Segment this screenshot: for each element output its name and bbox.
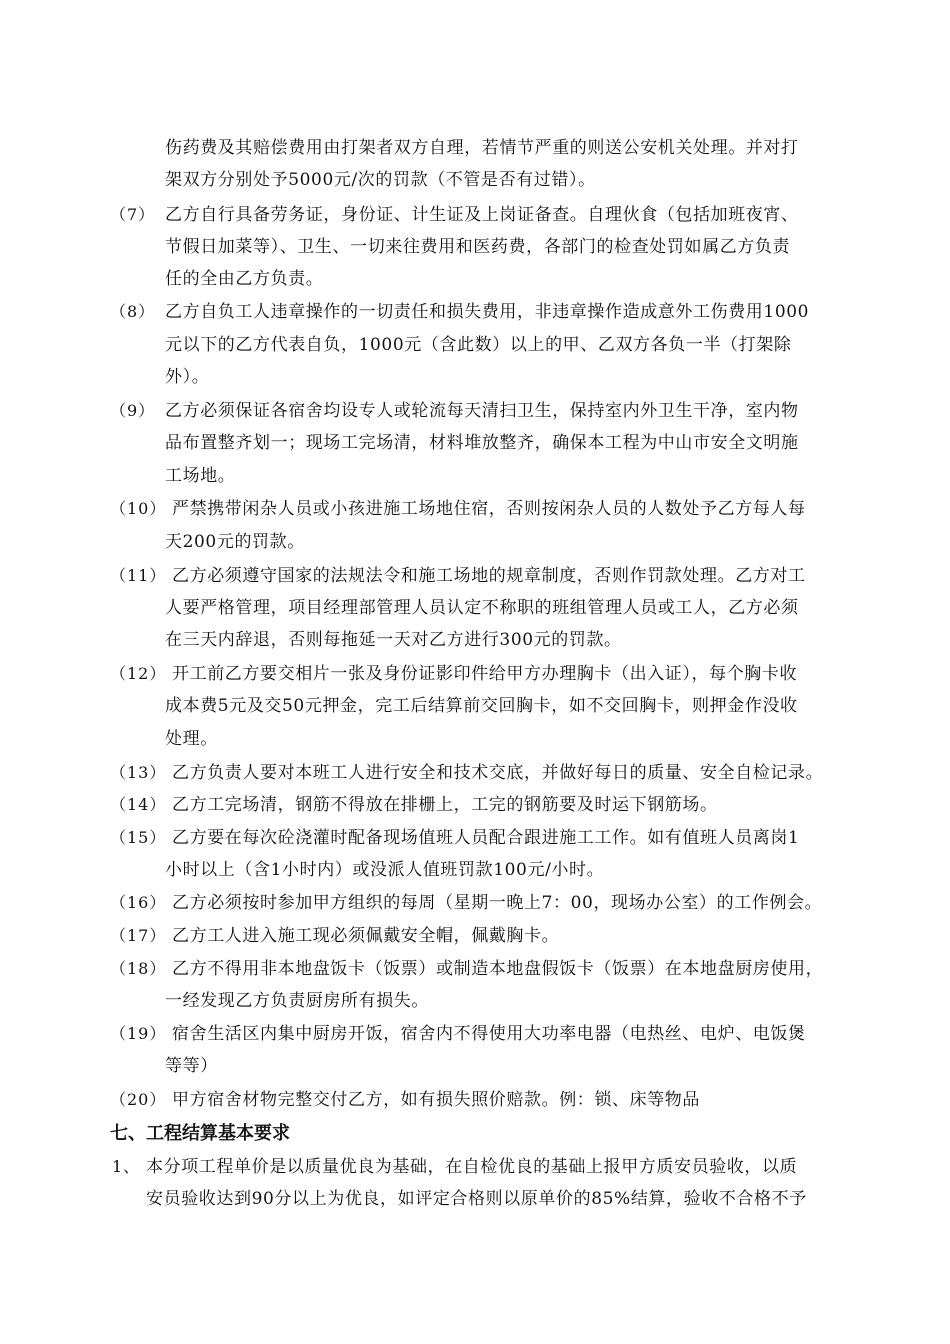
paragraph-line: 外）。 <box>165 367 210 387</box>
paragraph-line: 乙方不得用非本地盘饭卡（饭票）或制造本地盘假饭卡（饭票）在本地盘厨房使用， <box>172 959 824 979</box>
paragraph-line: 宿舍生活区内集中厨房开饭，宿舍内不得使用大功率电器（电热丝、电炉、电饭煲 <box>172 1024 806 1044</box>
paragraph-line: 乙方工人进入施工现必须佩戴安全帽，佩戴胸卡。 <box>172 926 560 946</box>
paragraph-line: 本分项工程单价是以质量优良为基础，在自检优良的基础上报甲方质安员验收，以质 <box>146 1157 798 1177</box>
item-number: （17） <box>110 926 167 945</box>
paragraph-line: 乙方必须遵守国家的法规法令和施工场地的规章制度，否则作罚款处理。乙方对工 <box>172 566 806 586</box>
paragraph-line: 架双方分别处予5000元/次的罚款（不管是否有过错）。 <box>165 170 596 190</box>
item-number: （19） <box>110 1024 167 1043</box>
section-heading: 七、工程结算基本要求 <box>110 1123 290 1144</box>
item-number: （15） <box>110 828 167 847</box>
item-number: （20） <box>110 1090 167 1109</box>
item-number: （9） <box>110 401 156 420</box>
paragraph-line: 严禁携带闲杂人员或小孩进施工场地住宿，否则按闲杂人员的人数处予乙方每人每 <box>172 499 806 519</box>
paragraph-line: 成本费5元及交50元押金，完工后结算前交回胸卡，如不交回胸卡，则押金作没收 <box>165 696 798 716</box>
item-number: （16） <box>110 893 167 912</box>
paragraph-line: 等等） <box>165 1056 218 1076</box>
item-number: （14） <box>110 795 167 814</box>
paragraph-line: 乙方自负工人违章操作的一切责任和损失费用，非违章操作造成意外工伤费用1000 <box>165 302 810 322</box>
paragraph-line: 伤药费及其赔偿费用由打架者双方自理，若情节严重的则送公安机关处理。并对打 <box>165 138 799 158</box>
item-number: （7） <box>110 205 156 224</box>
paragraph-line: 元以下的乙方代表自负，1000元（含此数）以上的甲、乙双方各负一半（打架除 <box>165 335 792 355</box>
item-number: （18） <box>110 959 167 978</box>
paragraph-line: 在三天内辞退，否则每拖延一天对乙方进行300元的罚款。 <box>165 630 622 650</box>
paragraph-line: 品布置整齐划一；现场工完场清，材料堆放整齐，确保本工程为中山市安全文明施 <box>165 433 799 453</box>
paragraph-line: 乙方工完场清，钢筋不得放在排栅上，工完的钢筋要及时运下钢筋场。 <box>172 795 718 815</box>
paragraph-line: 安员验收达到90分以上为优良，如评定合格则以原单价的85%结算，验收不合格不予 <box>146 1189 807 1209</box>
paragraph-line: 小时以上（含1小时内）或没派人值班罚款100元/小时。 <box>165 860 605 880</box>
item-number: （13） <box>110 763 167 782</box>
paragraph-line: 一经发现乙方负责厨房所有损失。 <box>165 991 429 1011</box>
paragraph-line: 乙方自行具备劳务证，身份证、计生证及上岗证备查。自理伙食（包括加班夜宵、 <box>165 205 799 225</box>
item-number: （10） <box>110 499 167 518</box>
paragraph-line: 工场地。 <box>165 466 236 486</box>
paragraph-line: 乙方要在每次砼浇灌时配备现场值班人员配合跟进施工工作。如有值班人员离岗1 <box>172 828 800 848</box>
item-number: （11） <box>110 566 167 585</box>
paragraph-line: 甲方宿舍材物完整交付乙方，如有损失照价赔款。例：锁、床等物品 <box>172 1090 700 1110</box>
item-number: 1、 <box>112 1157 141 1176</box>
paragraph-line: 天200元的罚款。 <box>165 532 305 552</box>
item-number: （8） <box>110 302 156 321</box>
paragraph-line: 开工前乙方要交相片一张及身份证影印件给甲方办理胸卡（出入证），每个胸卡收 <box>172 664 798 684</box>
paragraph-line: 任的全由乙方负责。 <box>165 269 324 289</box>
paragraph-line: 处理。 <box>165 729 218 749</box>
paragraph-line: 乙方负责人要对本班工人进行安全和技术交底，并做好每日的质量、安全自检记录。 <box>172 763 824 783</box>
paragraph-line: 人要严格管理，项目经理部管理人员认定不称职的班组管理人员或工人，乙方必须 <box>165 598 799 618</box>
paragraph-line: 节假日加菜等）、卫生、一切来往费用和医药费，各部门的检查处罚如属乙方负责 <box>165 237 791 257</box>
item-number: （12） <box>110 664 167 683</box>
paragraph-line: 乙方必须保证各宿舍均设专人或轮流每天清扫卫生，保持室内外卫生干净，室内物 <box>165 401 799 421</box>
paragraph-line: 乙方必须按时参加甲方组织的每周（星期一晚上7：00，现场办公室）的工作例会。 <box>172 893 823 913</box>
